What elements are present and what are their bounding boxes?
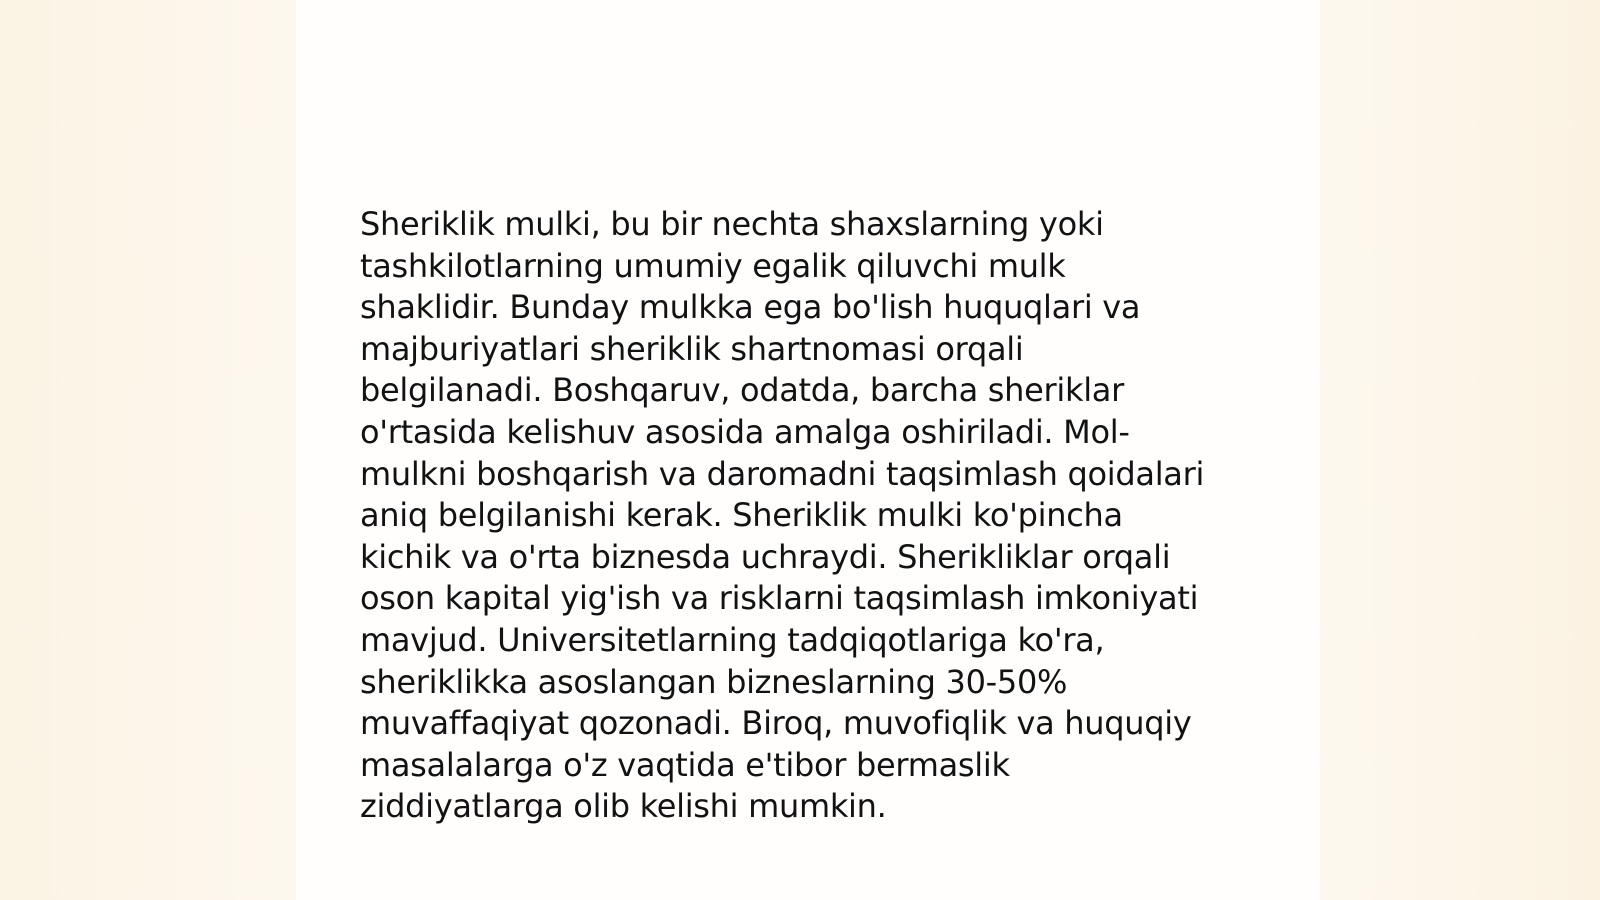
paragraph-line: o'rtasida kelishuv asosida amalga oshiriladi. Mol-: [360, 412, 1130, 451]
body-paragraph: [360, 204, 1260, 828]
paragraph-line: muvaffaqiyat qozonadi. Biroq, muvofiqlik va huquqiy: [360, 704, 1192, 743]
paragraph-line: masalalarga o'z vaqtida e'tibor bermaslik: [360, 745, 1010, 784]
paragraph-line: aniq belgilanishi kerak. Sheriklik mulki ko'pincha: [360, 496, 1123, 535]
paragraph-line: mavjud. Universitetlarning tadqiqotlariga ko'ra,: [360, 620, 1105, 659]
paragraph-line: oson kapital yig'ish va risklarni taqsimlash imkoniyati: [360, 579, 1199, 618]
paragraph-line: Sheriklik mulki, bu bir nechta shaxslarning yoki: [360, 205, 1104, 243]
paragraph-line: sheriklikka asoslangan bizneslarning 30-50%: [360, 662, 1068, 701]
page-margin-left: [0, 0, 296, 900]
paragraph-line: majburiyatlari sheriklik shartnomasi orqali: [360, 329, 1024, 368]
paragraph-line: kichik va o'rta biznesda uchraydi. Sherikliklar orqali: [360, 537, 1171, 576]
paragraph-line: shaklidir. Bunday mulkka ega bo'lish huquqlari va: [360, 288, 1141, 327]
paragraph-line: ziddiyatlarga olib kelishi mumkin.: [360, 787, 887, 826]
paragraph-line: mulkni boshqarish va daromadni taqsimlash qoidalari: [360, 454, 1205, 493]
paragraph-line: belgilanadi. Boshqaruv, odatda, barcha sheriklar: [360, 371, 1124, 410]
slide-page: [296, 0, 1320, 900]
page-margin-right: [1320, 0, 1600, 900]
paragraph-line: tashkilotlarning umumiy egalik qiluvchi mulk: [360, 246, 1066, 285]
